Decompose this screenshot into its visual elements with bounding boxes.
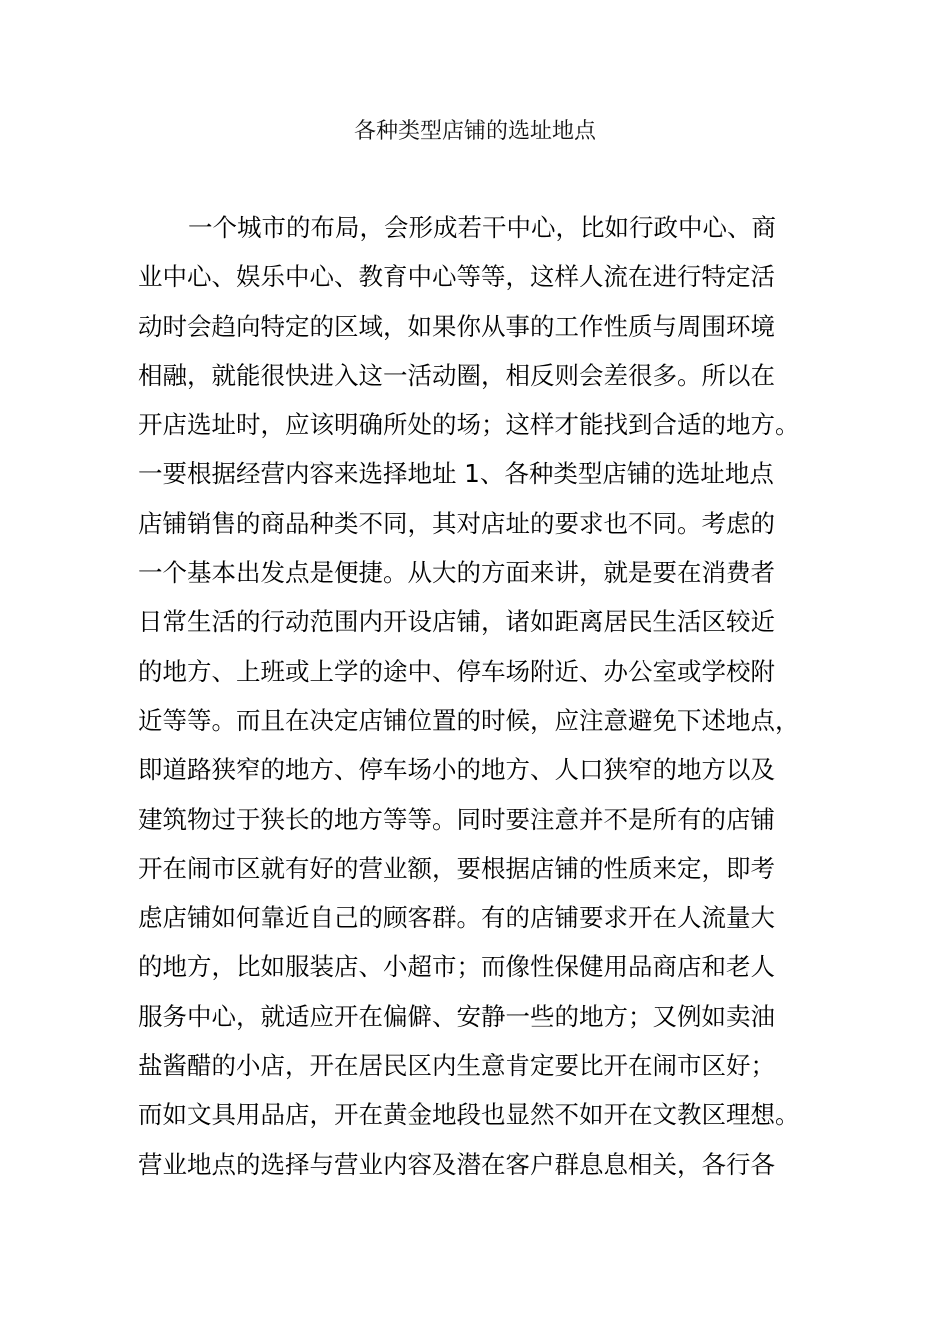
document-body [138,203,838,1189]
document-title: 各种类型店铺的选址地点 [353,119,596,144]
body-line: 业中心、娱乐中心、教育中心等等，这样人流在进行特定活 [138,262,775,292]
body-line: 即道路狭窄的地方、停车场小的地方、人口狭窄的地方以及 [138,755,775,785]
body-line: 的地方、上班或上学的途中、停车场附近、办公室或学校附 [138,656,775,686]
body-line: 日常生活的行动范围内开设店铺，诸如距离居民生活区较近 [138,607,775,637]
body-line: 店铺销售的商品种类不同，其对店址的要求也不同。考虑的 [138,508,775,538]
body-line: 相融，就能很快进入这一活动圈，相反则会差很多。所以在 [138,360,775,390]
body-line: 营业地点的选择与营业内容及潜在客户群息息相关，各行各 [138,1149,775,1179]
body-line: 一要根据经营内容来选择地址 1、各种类型店铺的选址地点 [138,459,774,489]
body-line: 近等等。而且在决定店铺位置的时候，应注意避免下述地点， [138,705,800,735]
body-line: 开在闹市区就有好的营业额，要根据店铺的性质来定，即考 [138,853,775,883]
body-line: 盐酱醋的小店，开在居民区内生意肯定要比开在闹市区好； [138,1051,775,1081]
body-line: 而如文具用品店，开在黄金地段也显然不如开在文教区理想。 [138,1100,800,1130]
body-line: 服务中心，就适应开在偏僻、安静一些的地方；又例如卖油 [138,1001,775,1031]
body-line: 开店选址时，应该明确所处的场；这样才能找到合适的地方。 [138,410,800,440]
body-line: 动时会趋向特定的区域，如果你从事的工作性质与周围环境 [138,311,775,341]
body-line: 一个基本出发点是便捷。从大的方面来讲，就是要在消费者 [138,558,775,588]
body-line: 的地方，比如服装店、小超市；而像性保健用品商店和老人 [138,952,775,982]
body-line: 虑店铺如何靠近自己的顾客群。有的店铺要求开在人流量大 [138,903,775,933]
body-line: 一个城市的布局，会形成若干中心，比如行政中心、商 [188,213,776,242]
body-line: 建筑物过于狭长的地方等等。同时要注意并不是所有的店铺 [138,804,775,834]
